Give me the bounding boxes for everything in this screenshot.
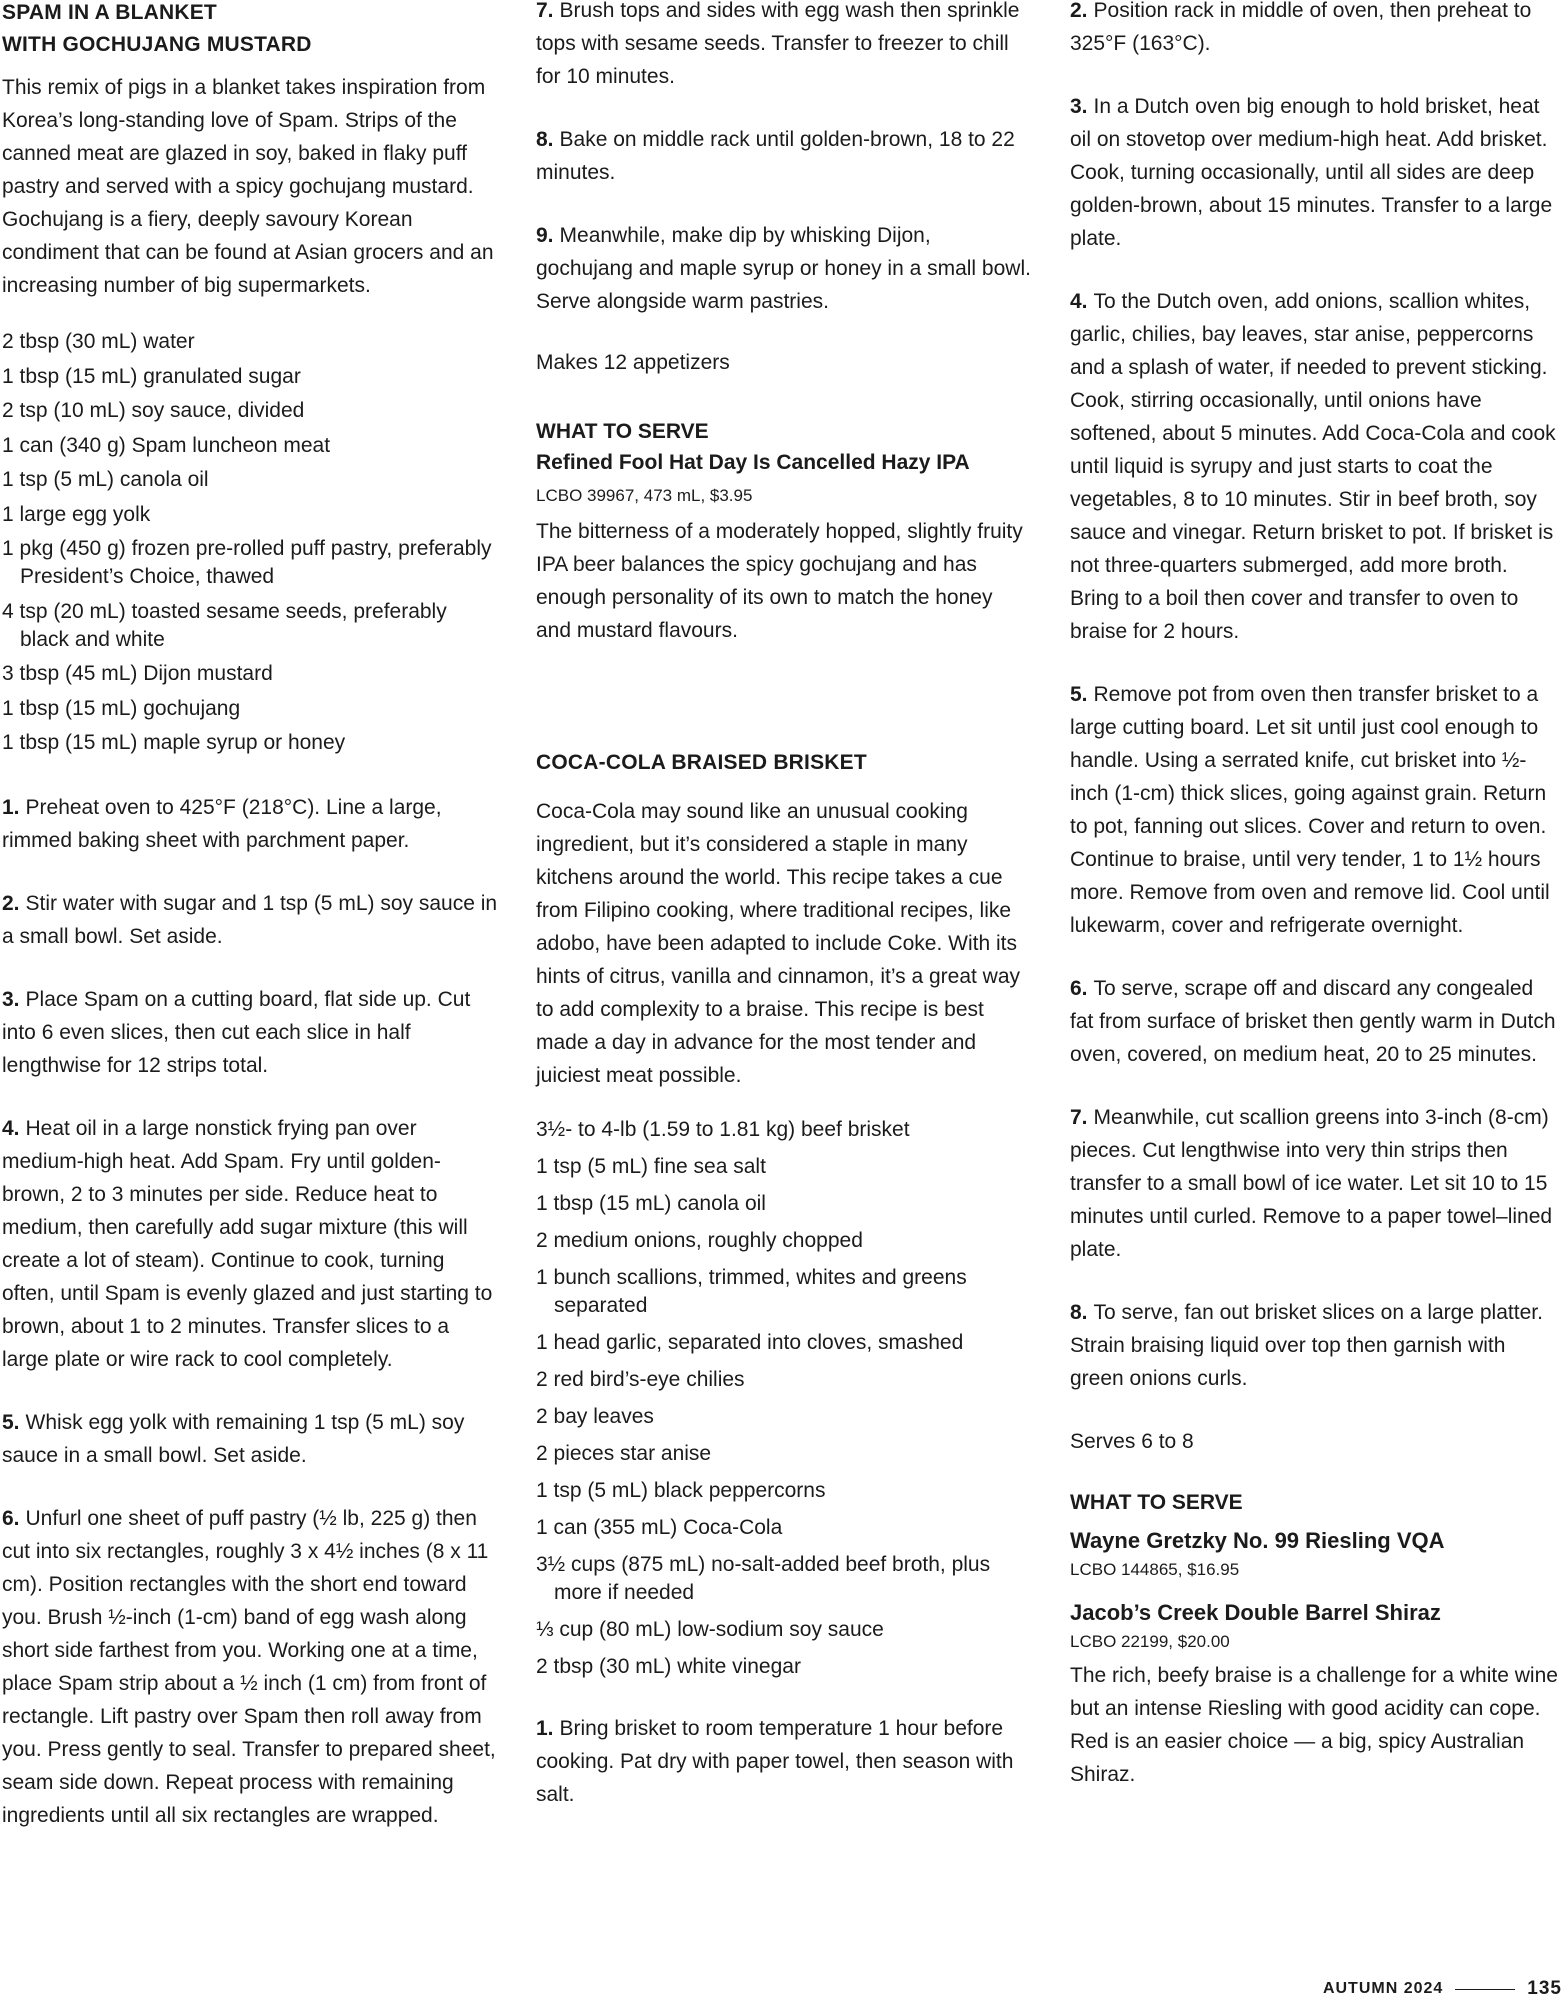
what-to-serve-heading: WHAT TO SERVE	[1070, 1491, 1243, 1514]
wine-meta: LCBO 144865, $16.95	[1070, 1560, 1240, 1579]
step: 2. Stir water with sugar and 1 tsp (5 mL) soy sauce in a small bowl. Set aside.	[2, 892, 498, 948]
step: 7. Brush tops and sides with egg wash then sprinkle tops with sesame seeds. Transfer to freezer to chill for 10 minutes.	[536, 0, 1020, 88]
ingredient-list-spam	[2, 328, 500, 757]
ingredient-item: 1 large egg yolk	[2, 502, 151, 526]
ingredient-item: 4 tsp (20 mL) toasted sesame seeds, preferably black and white	[2, 599, 447, 651]
step: 2. Position rack in middle of oven, then preheat to 325°F (163°C).	[1070, 0, 1532, 55]
yield-brisket: Serves 6 to 8	[1070, 1430, 1194, 1453]
page-number: 135	[1527, 1978, 1562, 1999]
step: 4. To the Dutch oven, add onions, scallion whites, garlic, chilies, bay leaves, star anise, peppercorns and a splash of water, if needed to prevent sticking. Cook, stirring occasionally, until onions have softened, about 5 minutes. Add Coca-Cola and cook until liquid is syrupy and just starts to coat the vegetables, 8 to 10 minutes. Stir in beef broth, soy sauce and vinegar. Return brisket to pot. If brisket is not three-quarters submerged, add more broth. Bring to a boil then cover and transfer to oven to braise for 2 hours.	[1070, 290, 1556, 643]
ingredient-item: 2 tbsp (30 mL) white vinegar	[536, 1655, 801, 1678]
footer-divider	[1455, 1989, 1515, 1990]
recipe-intro-brisket: Coca-Cola may sound like an unusual cooking ingredient, but it’s considered a staple in many kitchens around the world. This recipe takes a cue from Filipino cooking, where traditional recipes, like adobo, have been adapted to include Coke. With its hints of citrus, vanilla and cinnamon, it’s a great way to add complexity to a braise. This recipe is best made a day in advance for the most tender and juiciest meat possible.	[536, 800, 1021, 1087]
what-to-serve-heading: WHAT TO SERVE	[536, 420, 709, 443]
step: 5. Whisk egg yolk with remaining 1 tsp (5 mL) soy sauce in a small bowl. Set aside.	[2, 1411, 465, 1467]
column-1	[2, 0, 500, 1832]
beer-description: The bitterness of a moderately hopped, slightly fruity IPA beer balances the spicy gochujang and has enough personality of its own to match the honey and mustard flavours.	[536, 520, 1023, 642]
yield-spam: Makes 12 appetizers	[536, 351, 730, 374]
title-line-1: SPAM IN A BLANKET	[2, 1, 217, 24]
ingredient-item: 1 tbsp (15 mL) granulated sugar	[2, 364, 301, 388]
ingredient-item: 1 head garlic, separated into cloves, smashed	[536, 1331, 964, 1354]
step: 4. Heat oil in a large nonstick frying pan over medium-high heat. Add Spam. Fry until golden-brown, 2 to 3 minutes per side. Reduce heat to medium, then carefully add sugar mixture (this will create a lot of steam). Continue to cook, turning often, until Spam is evenly glazed and just starting to brown, about 1 to 2 minutes. Transfer slices to a large plate or wire rack to cool completely.	[2, 1117, 493, 1371]
ingredient-item: 2 medium onions, roughly chopped	[536, 1229, 863, 1252]
recipe-title-brisket: COCA-COLA BRAISED BRISKET	[536, 751, 867, 774]
ingredient-item: 1 pkg (450 g) frozen pre-rolled puff pastry, preferably President’s Choice, thawed	[2, 537, 492, 588]
ingredient-item: 1 can (340 g) Spam luncheon meat	[2, 433, 331, 457]
page-footer	[1323, 1978, 1562, 2000]
column-3	[1070, 0, 1562, 1791]
step: 6. To serve, scrape off and discard any congealed fat from surface of brisket then gently warm in Dutch oven, covered, on medium heat, 20 to 25 minutes.	[1070, 977, 1556, 1066]
wine-description: The rich, beefy braise is a challenge for a white wine but an intense Riesling with good acidity can cope. Red is an easier choice — a big, spicy Australian Shiraz.	[1070, 1664, 1558, 1786]
ingredient-item: 1 tsp (5 mL) fine sea salt	[536, 1155, 766, 1178]
step: 6. Unfurl one sheet of puff pastry (½ lb, 225 g) then cut into six rectangles, roughly 3 x 4½ inches (8 x 11 cm). Position rectangles with the short end toward you. Brush ½-inch (1-cm) band of egg wash along short side farthest from you. Working one at a time, place Spam strip about a ½ inch (1 cm) from front of rectangle. Lift pastry over Spam then roll away from you. Press gently to seal. Transfer to prepared sheet, seam side down. Repeat process with remaining ingredients until all six rectangles are wrapped.	[2, 1507, 496, 1827]
wine-name: Wayne Gretzky No. 99 Riesling VQA	[1070, 1528, 1445, 1553]
wine-meta: LCBO 22199, $20.00	[1070, 1632, 1230, 1651]
step: 5. Remove pot from oven then transfer brisket to a large cutting board. Let sit until just cool enough to handle. Using a serrated knife, cut brisket into ½-inch (1-cm) thick slices, going against grain. Return to pot, fanning out slices. Cover and return to oven. Continue to braise, until very tender, 1 to 1½ hours more. Remove from oven and remove lid. Cool until lukewarm, cover and refrigerate overnight.	[1070, 683, 1550, 937]
recipe-intro-spam: This remix of pigs in a blanket takes inspiration from Korea’s long-standing love of Spam. Strips of the canned meat are glazed in soy, baked in flaky puff pastry and served with a spicy gochujang mustard. Gochujang is a fiery, deeply savoury Korean condiment that can be found at Asian grocers and an increasing number of big supermarkets.	[2, 76, 494, 297]
ingredient-item: 1 tsp (5 mL) canola oil	[2, 468, 209, 491]
beer-name: Refined Fool Hat Day Is Cancelled Hazy IPA	[536, 451, 970, 474]
step: 7. Meanwhile, cut scallion greens into 3-inch (8-cm) pieces. Cut lengthwise into very thin strips then transfer to a small bowl of ice water. Let sit 10 to 15 minutes until curled. Remove to a paper towel–lined plate.	[1070, 1106, 1553, 1261]
step: 3. In a Dutch oven big enough to hold brisket, heat oil on stovetop over medium-high heat. Add brisket. Cook, turning occasionally, until all sides are deep golden-brown, about 15 minutes. Transfer to a large plate.	[1070, 95, 1553, 250]
ingredient-item: 1 bunch scallions, trimmed, whites and greens separated	[536, 1266, 967, 1317]
step: 1. Bring brisket to room temperature 1 hour before cooking. Pat dry with paper towel, then season with salt.	[536, 1717, 1014, 1806]
ingredient-item: 1 tbsp (15 mL) canola oil	[536, 1192, 766, 1215]
title-line-2: WITH GOCHUJANG MUSTARD	[2, 33, 312, 56]
ingredient-item: 2 tsp (10 mL) soy sauce, divided	[2, 399, 305, 422]
issue-label: AUTUMN 2024	[1322, 1980, 1444, 1997]
recipe-title-spam	[2, 0, 500, 61]
step: 9. Meanwhile, make dip by whisking Dijon, gochujang and maple syrup or honey in a small bowl. Serve alongside warm pastries.	[536, 224, 1031, 313]
step: 3. Place Spam on a cutting board, flat side up. Cut into 6 even slices, then cut each slice in half lengthwise for 12 strips total.	[2, 988, 471, 1077]
ingredient-item: 2 red bird’s-eye chilies	[536, 1368, 745, 1391]
ingredient-list-brisket	[536, 1116, 1032, 1681]
ingredient-item: 1 can (355 mL) Coca-Cola	[536, 1516, 783, 1539]
ingredient-item: 3½ cups (875 mL) no-salt-added beef broth, plus more if needed	[536, 1553, 991, 1604]
beer-meta: LCBO 39967, 473 mL, $3.95	[536, 486, 753, 505]
column-2	[536, 0, 1032, 1811]
step: 8. Bake on middle rack until golden-brown, 18 to 22 minutes.	[536, 128, 1015, 184]
ingredient-item: 3 tbsp (45 mL) Dijon mustard	[2, 662, 273, 685]
ingredient-item: 1 tbsp (15 mL) maple syrup or honey	[2, 731, 346, 754]
ingredient-item: 1 tsp (5 mL) black peppercorns	[536, 1479, 826, 1502]
steps-spam	[2, 791, 500, 1832]
ingredient-item: 3½- to 4-lb (1.59 to 1.81 kg) beef brisket	[536, 1118, 910, 1141]
step: 8. To serve, fan out brisket slices on a large platter. Strain braising liquid over top then garnish with green onions curls.	[1070, 1301, 1543, 1390]
ingredient-item: 2 tbsp (30 mL) water	[2, 330, 195, 353]
ingredient-item: 2 pieces star anise	[536, 1442, 712, 1465]
ingredient-item: ⅓ cup (80 mL) low-sodium soy sauce	[536, 1618, 884, 1641]
step: 1. Preheat oven to 425°F (218°C). Line a large, rimmed baking sheet with parchment paper.	[2, 796, 442, 852]
ingredient-item: 1 tbsp (15 mL) gochujang	[2, 696, 241, 720]
ingredient-item: 2 bay leaves	[536, 1405, 654, 1428]
wine-name: Jacob’s Creek Double Barrel Shiraz	[1070, 1600, 1441, 1625]
